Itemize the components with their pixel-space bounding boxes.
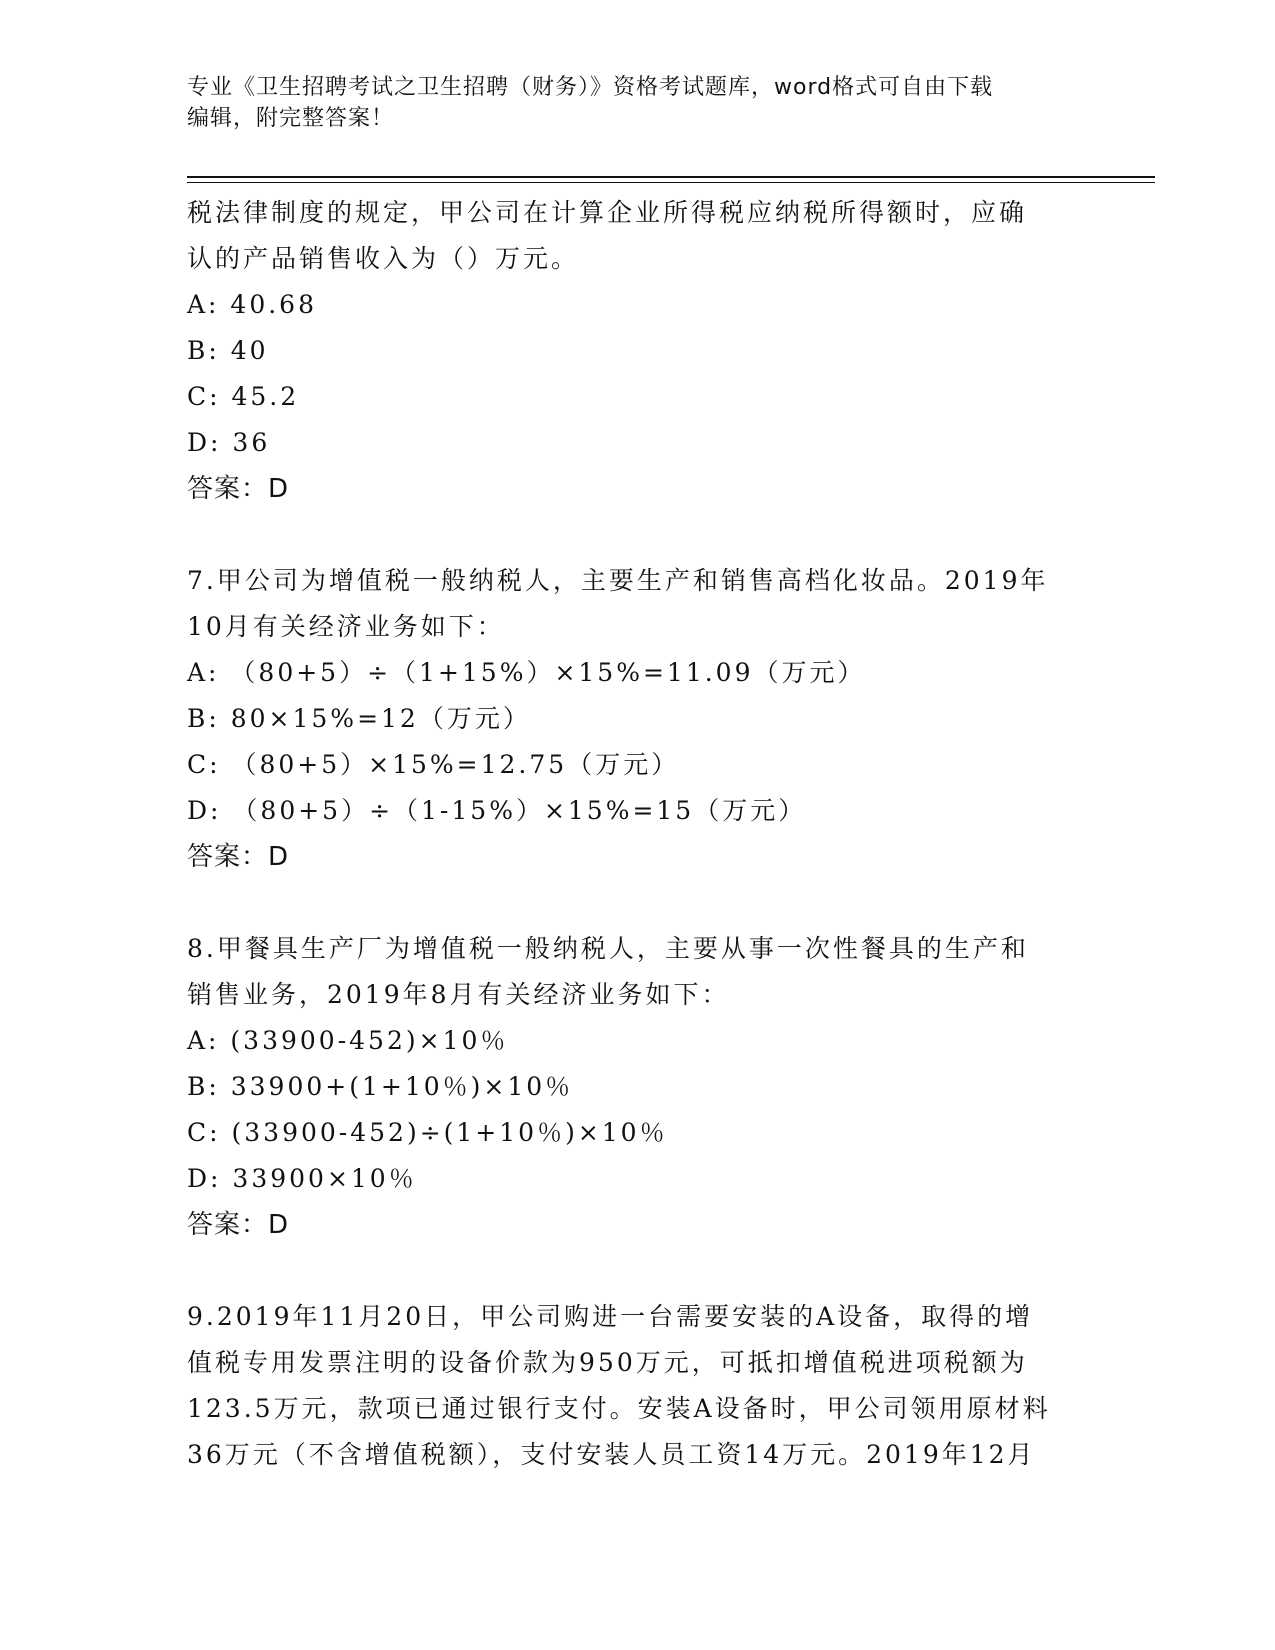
document-header (187, 72, 1067, 134)
question-block (187, 1294, 1087, 1478)
answer-line: 答案：D (187, 474, 290, 504)
spacer (187, 512, 1087, 558)
option-b: B: 33900+(1+10％)×10％ (187, 1072, 574, 1101)
question-stem-line: 9.2019年11月20日，甲公司购进一台需要安装的A设备，取得的增 (187, 1302, 1034, 1331)
question-block (187, 190, 1087, 512)
header-line-1: 专业《卫生招聘考试之卫生招聘（财务）》资格考试题库，word格式可自由下载 (187, 75, 994, 100)
question-content (187, 190, 1087, 1478)
question-block (187, 926, 1087, 1248)
option-c: C: 45.2 (187, 382, 300, 411)
header-divider-thick (187, 176, 1155, 178)
option-c: C: (33900-452)÷(1+10％)×10％ (187, 1118, 668, 1147)
option-d: D: 36 (187, 428, 271, 457)
question-stem-line: 8.甲餐具生产厂为增值税一般纳税人，主要从事一次性餐具的生产和 (187, 934, 1029, 963)
header-divider-thin (187, 182, 1155, 183)
question-stem-line: 认的产品销售收入为（）万元。 (187, 244, 580, 273)
answer-line: 答案：D (187, 842, 290, 872)
spacer (187, 880, 1087, 926)
option-c: C: （80+5）×15%=12.75（万元） (187, 750, 680, 779)
option-b: B: 80×15%=12（万元） (187, 704, 531, 733)
question-block (187, 558, 1087, 880)
option-b: B: 40 (187, 336, 269, 365)
option-a: A: (33900-452)×10％ (187, 1026, 509, 1055)
question-stem-line: 税法律制度的规定，甲公司在计算企业所得税应纳税所得额时，应确 (187, 198, 1028, 227)
answer-line: 答案：D (187, 1210, 290, 1240)
question-stem-line: 值税专用发票注明的设备价款为950万元，可抵扣增值税进项税额为 (187, 1348, 1028, 1377)
option-a: A: 40.68 (187, 290, 317, 319)
header-line-2: 编辑，附完整答案！ (187, 106, 395, 131)
question-stem-line: 10月有关经济业务如下： (187, 612, 505, 641)
question-stem-line: 销售业务，2019年8月有关经济业务如下： (187, 980, 730, 1009)
question-stem-line: 36万元（不含增值税额），支付安装人员工资14万元。2019年12月 (187, 1440, 1036, 1469)
question-stem-line: 123.5万元，款项已通过银行支付。安装A设备时，甲公司领用原材料 (187, 1394, 1051, 1423)
question-stem-line: 7.甲公司为增值税一般纳税人，主要生产和销售高档化妆品。2019年 (187, 566, 1049, 595)
spacer (187, 1248, 1087, 1294)
option-d: D: （80+5）÷（1-15%）×15%=15（万元） (187, 796, 807, 825)
option-a: A: （80+5）÷（1+15%）×15%=11.09（万元） (187, 658, 866, 687)
option-d: D: 33900×10％ (187, 1164, 417, 1193)
